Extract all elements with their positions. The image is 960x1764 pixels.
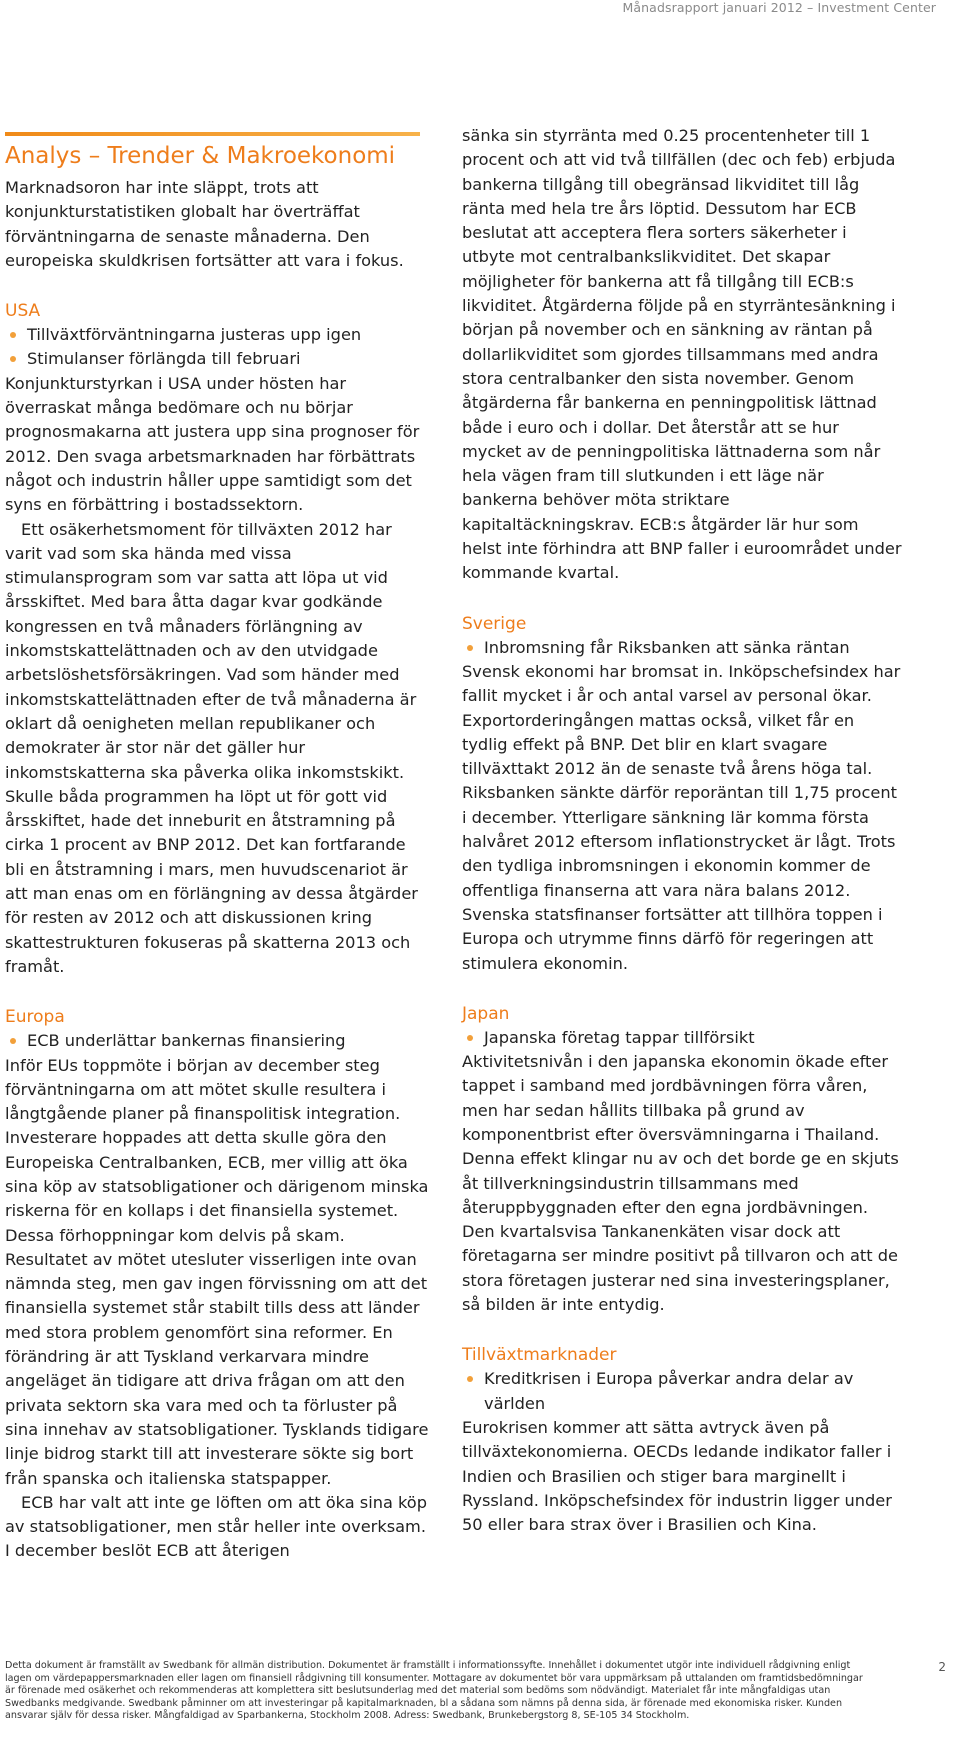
usa-paragraph: Ett osäkerhetsmoment för tillväxten 2012 har varit vad som ska hända med vissa stimulansprogram som var satta att löpa ut vid årsskiftet. Med bara åtta dagar kvar godkände kongressen en två månaders förlängning av inkomstskattelättnaden och av den utvidgade arbetslöshetsförsäkringen. Vad som händer med inkomstskattelättnaden efter de två månaderna är oklart då oenigheten mellan republikaner och demokrater är stor när det gäller hur inkomstskatterna ska påverka olika inkomstskikt. Skulle båda programmen ha löpt ut för gott vid årsskiftet, hade det inneburit en åtstramning på cirka 1 procent av BNP 2012. Det kan fortfarande bli en åtstramning i mars, men huvudscenariot är att man enas om en förlängning av dessa åtgärder för resten av 2012 och att diskussionen kring skattestrukturen fokuseras på skatterna 2013 och framåt.	[5, 519, 418, 976]
japan-heading: Japan	[462, 1003, 510, 1024]
tillvaxt-bullet: Kreditkrisen i Europa påverkar andra delar av världen	[462, 1367, 902, 1416]
page-number: 2	[938, 1660, 946, 1674]
footer-disclaimer: Detta dokument är framställt av Swedbank för allmän distribution. Dokumentet är framställt i informationssyfte. Innehållet i dokumentet utgör inte individuell rådgivning enligt lagen om värdepappersmarknaden eller lagen om finansiell rådgivning till konsumenter. Mottagare av dokumentet bör vara uppmärksam på uttalanden om framtidsbedömningar är förenade med osäkerhet och rekommenderas att komplettera sitt beslutsunderlag med det material som bedöms som nödvändigt. Materialet får inte mångfaldigas utan Swedbanks medgivande. Swedbank påminner om att investeringar på kapitalmarknaden, bl a sådana som nämns på denna sida, är förenade med ekonomiska risker. Kunden ansvarar själv för dessa risker. Mångfaldigad av Sparbankerna, Stockholm 2008. Adress: Swedbank, Brunkebergstorg 8, SE-105 34 Stockholm.	[5, 1660, 863, 1721]
intro-paragraph: Marknadsoron har inte släppt, trots att konjunkturstatistiken globalt har överträffat förväntningarna de senaste månaderna. Den europeiska skuldkrisen fortsätter att vara i fokus.	[5, 178, 404, 270]
usa-heading: USA	[5, 301, 41, 322]
running-header: Månadsrapport januari 2012 – Investment Center	[622, 0, 936, 15]
right-column	[462, 124, 902, 1537]
europa-heading: Europa	[5, 1007, 65, 1028]
europa-paragraph: ECB har valt att inte ge löften om att öka sina köp av statsobligationer, men står heller inte overksam. I december beslöt ECB att återigen	[5, 1492, 427, 1561]
japan-paragraph: Aktivitetsnivån i den japanska ekonomin ökade efter tappet i samband med jordbävningen förra våren, men har sedan hållits tillbaka på grund av komponentbrist efter översvämningarna i Thailand. Denna effekt klingar nu av och det borde ge en skjuts åt tillverkningsindustrin tillsammans med återuppbyggnaden efter den egna jordbävningen. Den kvartalsvisa Tankanenkäten visar dock att företagarna ser mindre positivt på tillvaron och att de stora företagen justerar ned sina investeringsplaner, så bilden är inte entydig.	[462, 1052, 899, 1315]
sverige-bullet: Inbromsning får Riksbanken att sänka räntan	[462, 636, 902, 660]
usa-bullet: Tillväxtförväntningarna justeras upp igen	[5, 323, 430, 347]
section-title: Analys – Trender & Makroekonomi	[5, 143, 396, 169]
left-column	[5, 124, 430, 1564]
sverige-paragraph: Svensk ekonomi har bromsat in. Inköpschefsindex har fallit mycket i år och antal varsel av personal ökar. Exportorderingången mattas också, vilket får en tydlig effekt på BNP. Det blir en klart svagare tillväxttakt 2012 än de senaste två årens höga tal. Riksbanken sänkte därför reporäntan till 1,75 procent i december. Ytterligare sänkning lär komma första halvåret 2012 eftersom inflationstrycket är lågt. Trots den tydliga inbromsningen i ekonomin kommer de offentliga finanserna att vara nära balans 2012. Svenska statsfinanser fortsätter att tillhöra toppen i Europa och utrymme finns därfö för regeringen att stimulera ekonomin.	[462, 661, 901, 973]
tillvaxt-heading: Tillväxtmarknader	[462, 1345, 617, 1366]
section-rule	[5, 132, 420, 136]
japan-bullet: Japanska företag tappar tillförsikt	[462, 1026, 902, 1050]
usa-paragraph: Konjunkturstyrkan i USA under hösten har överraskat många bedömare och nu börjar prognosmakarna att justera upp sina prognoser för 2012. Den svaga arbetsmarknaden har förbättrats något och industrin håller uppe samtidigt som det syns en förbättring i bostadssektorn.	[5, 373, 420, 515]
europa-paragraph: Inför EUs toppmöte i början av december steg förväntningarna om att mötet skulle resultera i långtgående planer på finanspolitisk integration. Investerare hoppades att detta skulle göra den Europeiska Centralbanken, ECB, mer villig att öka sina köp av statsobligationer och därigenom minska riskerna för en kollaps i det finansiella systemet. Dessa förhoppningar kom delvis på skam. Resultatet av mötet utesluter visserligen inte ovan nämnda steg, men gav ingen förvissning om att det finansiella systemet står stabilt tills dess att länder med stora problem genomfört sina reformer. En förändring är att Tyskland verkarvara mindre angeläget än tidigare att driva frågan om att den privata sektorn ska vara med och ta förluster på sina innehav av statsobligationer. Tysklands tidigare linje bidrog starkt till att investerare sökte sig bort från spanska och italienska statspapper.	[5, 1055, 429, 1488]
europa-bullet: ECB underlättar bankernas finansiering	[5, 1029, 430, 1053]
usa-bullet: Stimulanser förlängda till februari	[5, 347, 430, 371]
tillvaxt-paragraph: Eurokrisen kommer att sätta avtryck även på tillväxtekonomierna. OECDs ledande indikator faller i Indien och Brasilien och stiger bara marginellt i Ryssland. Inköpschefsindex för industrin ligger under 50 eller bara strax över i Brasilien och Kina.	[462, 1417, 892, 1535]
europa-continued-paragraph: sänka sin styrränta med 0.25 procentenheter till 1 procent och att vid två tillfällen (dec och feb) erbjuda bankerna tillgång till obegränsad likviditet till låg ränta med hela tre års löptid. Dessutom har ECB beslutat att acceptera flera sorters säkerheter i utbyte mot centralbankslikviditet. Det skapar möjligheter för bankerna att få tillgång till ECB:s likviditet. Åtgärderna följde på en styrräntesänkning i början på november och en sänkning av räntan på dollarlikviditet som gjordes tillsammans med andra stora centralbanker den sista november. Genom åtgärderna får bankerna en penningpolitisk lättnad både i euro och i dollar. Det återstår att se hur mycket av de penningpolitiska lättnaderna som når hela vägen fram till slutkunden i ett läge när bankerna behöver möta striktare kapitaltäckningskrav. ECB:s åtgärder lär hur som helst inte förhindra att BNP faller i euroområdet under kommande kvartal.	[462, 126, 902, 583]
sverige-heading: Sverige	[462, 613, 527, 634]
